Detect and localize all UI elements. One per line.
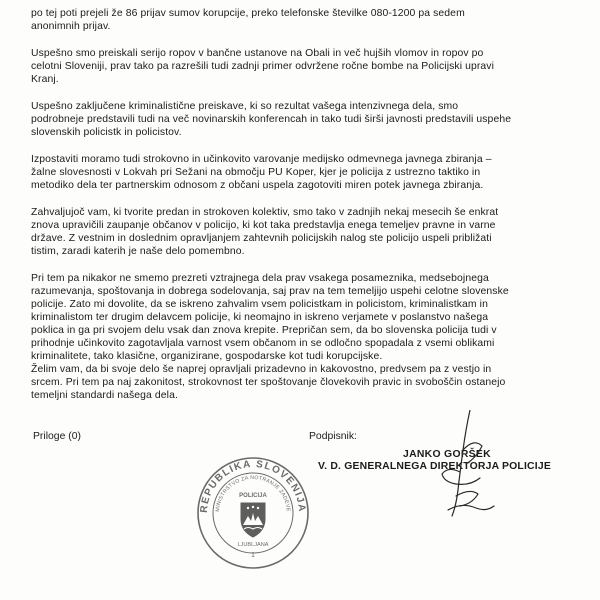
text-line: celotni Sloveniji, prav tako pa razrešili tudi zadnji primer odvržene ročne bombe na Policijski upravi: [31, 61, 494, 72]
text-line: Želim vam, da bi svoje delo še naprej opravljali prizadevno in kakovostno, predvsem pa z vestjo in: [31, 364, 492, 375]
text-line: Kranj.: [31, 74, 59, 85]
text-line: Uspešno zaključene kriminalistične preiskave, ki so rezultat vašega intenzivnega dela, smo: [31, 101, 459, 112]
letter-body: [31, 7, 591, 416]
official-seal-stamp: [193, 453, 313, 573]
paragraph-investigations: [31, 100, 591, 139]
paragraph-wishes: [31, 363, 591, 402]
paragraph-robberies: [31, 47, 591, 86]
text-line: razumevanja, spoštovanja in dobrega sodelovanja, saj prav na tem temeljijo uspehi celotne slovenske: [31, 286, 509, 297]
coat-of-arms-icon: [241, 503, 265, 537]
text-line: države. Z vestnim in doslednim opravljanjem zahtevnih policijskih nalog ste policijo uspeli približati: [31, 233, 492, 244]
text-line: po tej poti prejeli že 86 prijav sumov korupcije, preko telefonske številke 080-1200 pa sedem: [31, 8, 465, 19]
paragraph-reports: [31, 7, 591, 33]
text-line: znova upravičili zaupanje občanov v policijo, ki kot taka predstavlja enega temeljev pravne in varne: [31, 220, 496, 231]
paragraph-cooperation: [31, 272, 591, 363]
text-line: poklica in ga pri svojem delu vsak dan znova krepite. Prepričan sem, da bo slovenska policija tudi v: [31, 325, 497, 336]
seal-center-text: POLICIJA: [239, 493, 267, 499]
text-line: prihodnje učinkovito zagotavljala varnost vsem občanom in se odločno spopadala z vsemi oblikami: [31, 338, 495, 349]
text-line: tistim, zaradi katerih je naše delo pomembno.: [31, 246, 245, 257]
seal-number-text: 1: [251, 552, 255, 559]
attachments-label: Priloge (0): [33, 431, 81, 442]
text-line: Izpostaviti moramo tudi strokovno in učinkovito varovanje medijsko odmevnega javnega zbiranja –: [31, 154, 492, 165]
seal-city-text: LJUBLJANA: [237, 542, 269, 548]
text-line: temeljni standardi našega dela.: [31, 390, 178, 401]
text-line: kriminalitete, tako klasične, organizirane, gospodarske kot tudi korupcijske.: [31, 351, 383, 362]
signer-name: JANKO GORŠEK: [403, 449, 491, 460]
text-line: slovenskih policistk in policistov.: [31, 127, 182, 138]
seal-inner-text: MINISTRSTVO ZA NOTRANJE ZADEVE: [214, 474, 292, 512]
text-line: Zahvaljujoč vam, ki tvorite predan in strokoven kolektiv, smo tako v zadnjih nekaj mesecih še enkrat: [31, 207, 499, 218]
paragraph-thanks: [31, 206, 591, 258]
text-line: srcem. Pri tem pa naj zakonitost, strokovnost ter spoštovanje človekovih pravic in svoboščin ostanejo: [31, 377, 506, 388]
text-line: žalne slovesnosti v Lokvah pri Sežani na območju PU Koper, kjer je policija z ustrezno taktiko in: [31, 167, 481, 178]
seal-outer-text: REPUBLIKA SLOVENIJA: [198, 458, 308, 514]
text-line: anonimnih prijav.: [31, 21, 111, 32]
text-line: kriminalistom ter drugim delavcem policije, ki neomajno in iskreno verjamete v poslanstvo našega: [31, 312, 489, 323]
text-line: policije. Zato mi dovolite, da se iskreno zahvalim vsem policistkam in policistom, kriminalistkam in: [31, 299, 488, 310]
signer-title: V. D. GENERALNEGA DIREKTORJA POLICIJE: [318, 461, 551, 472]
text-line: Pri tem pa nikakor ne smemo prezreti vztrajnega dela prav vsakega posameznika, medsebojnega: [31, 273, 489, 284]
handwritten-signature: [430, 410, 500, 520]
text-line: metodiko dela ter partnerskim odnosom z občani uspela zagotoviti miren potek javnega zbiranja.: [31, 180, 484, 191]
signatory-label: Podpisnik:: [309, 431, 357, 442]
paragraph-public-gathering: [31, 153, 591, 192]
text-line: Uspešno smo preiskali serijo ropov v bančne ustanove na Obali in več hujših vlomov in ropov po: [31, 48, 484, 59]
text-line: podrobneje predstavili tudi na več novinarskih konferencah in tako tudi širši javnosti predstavili uspehe: [31, 114, 512, 125]
